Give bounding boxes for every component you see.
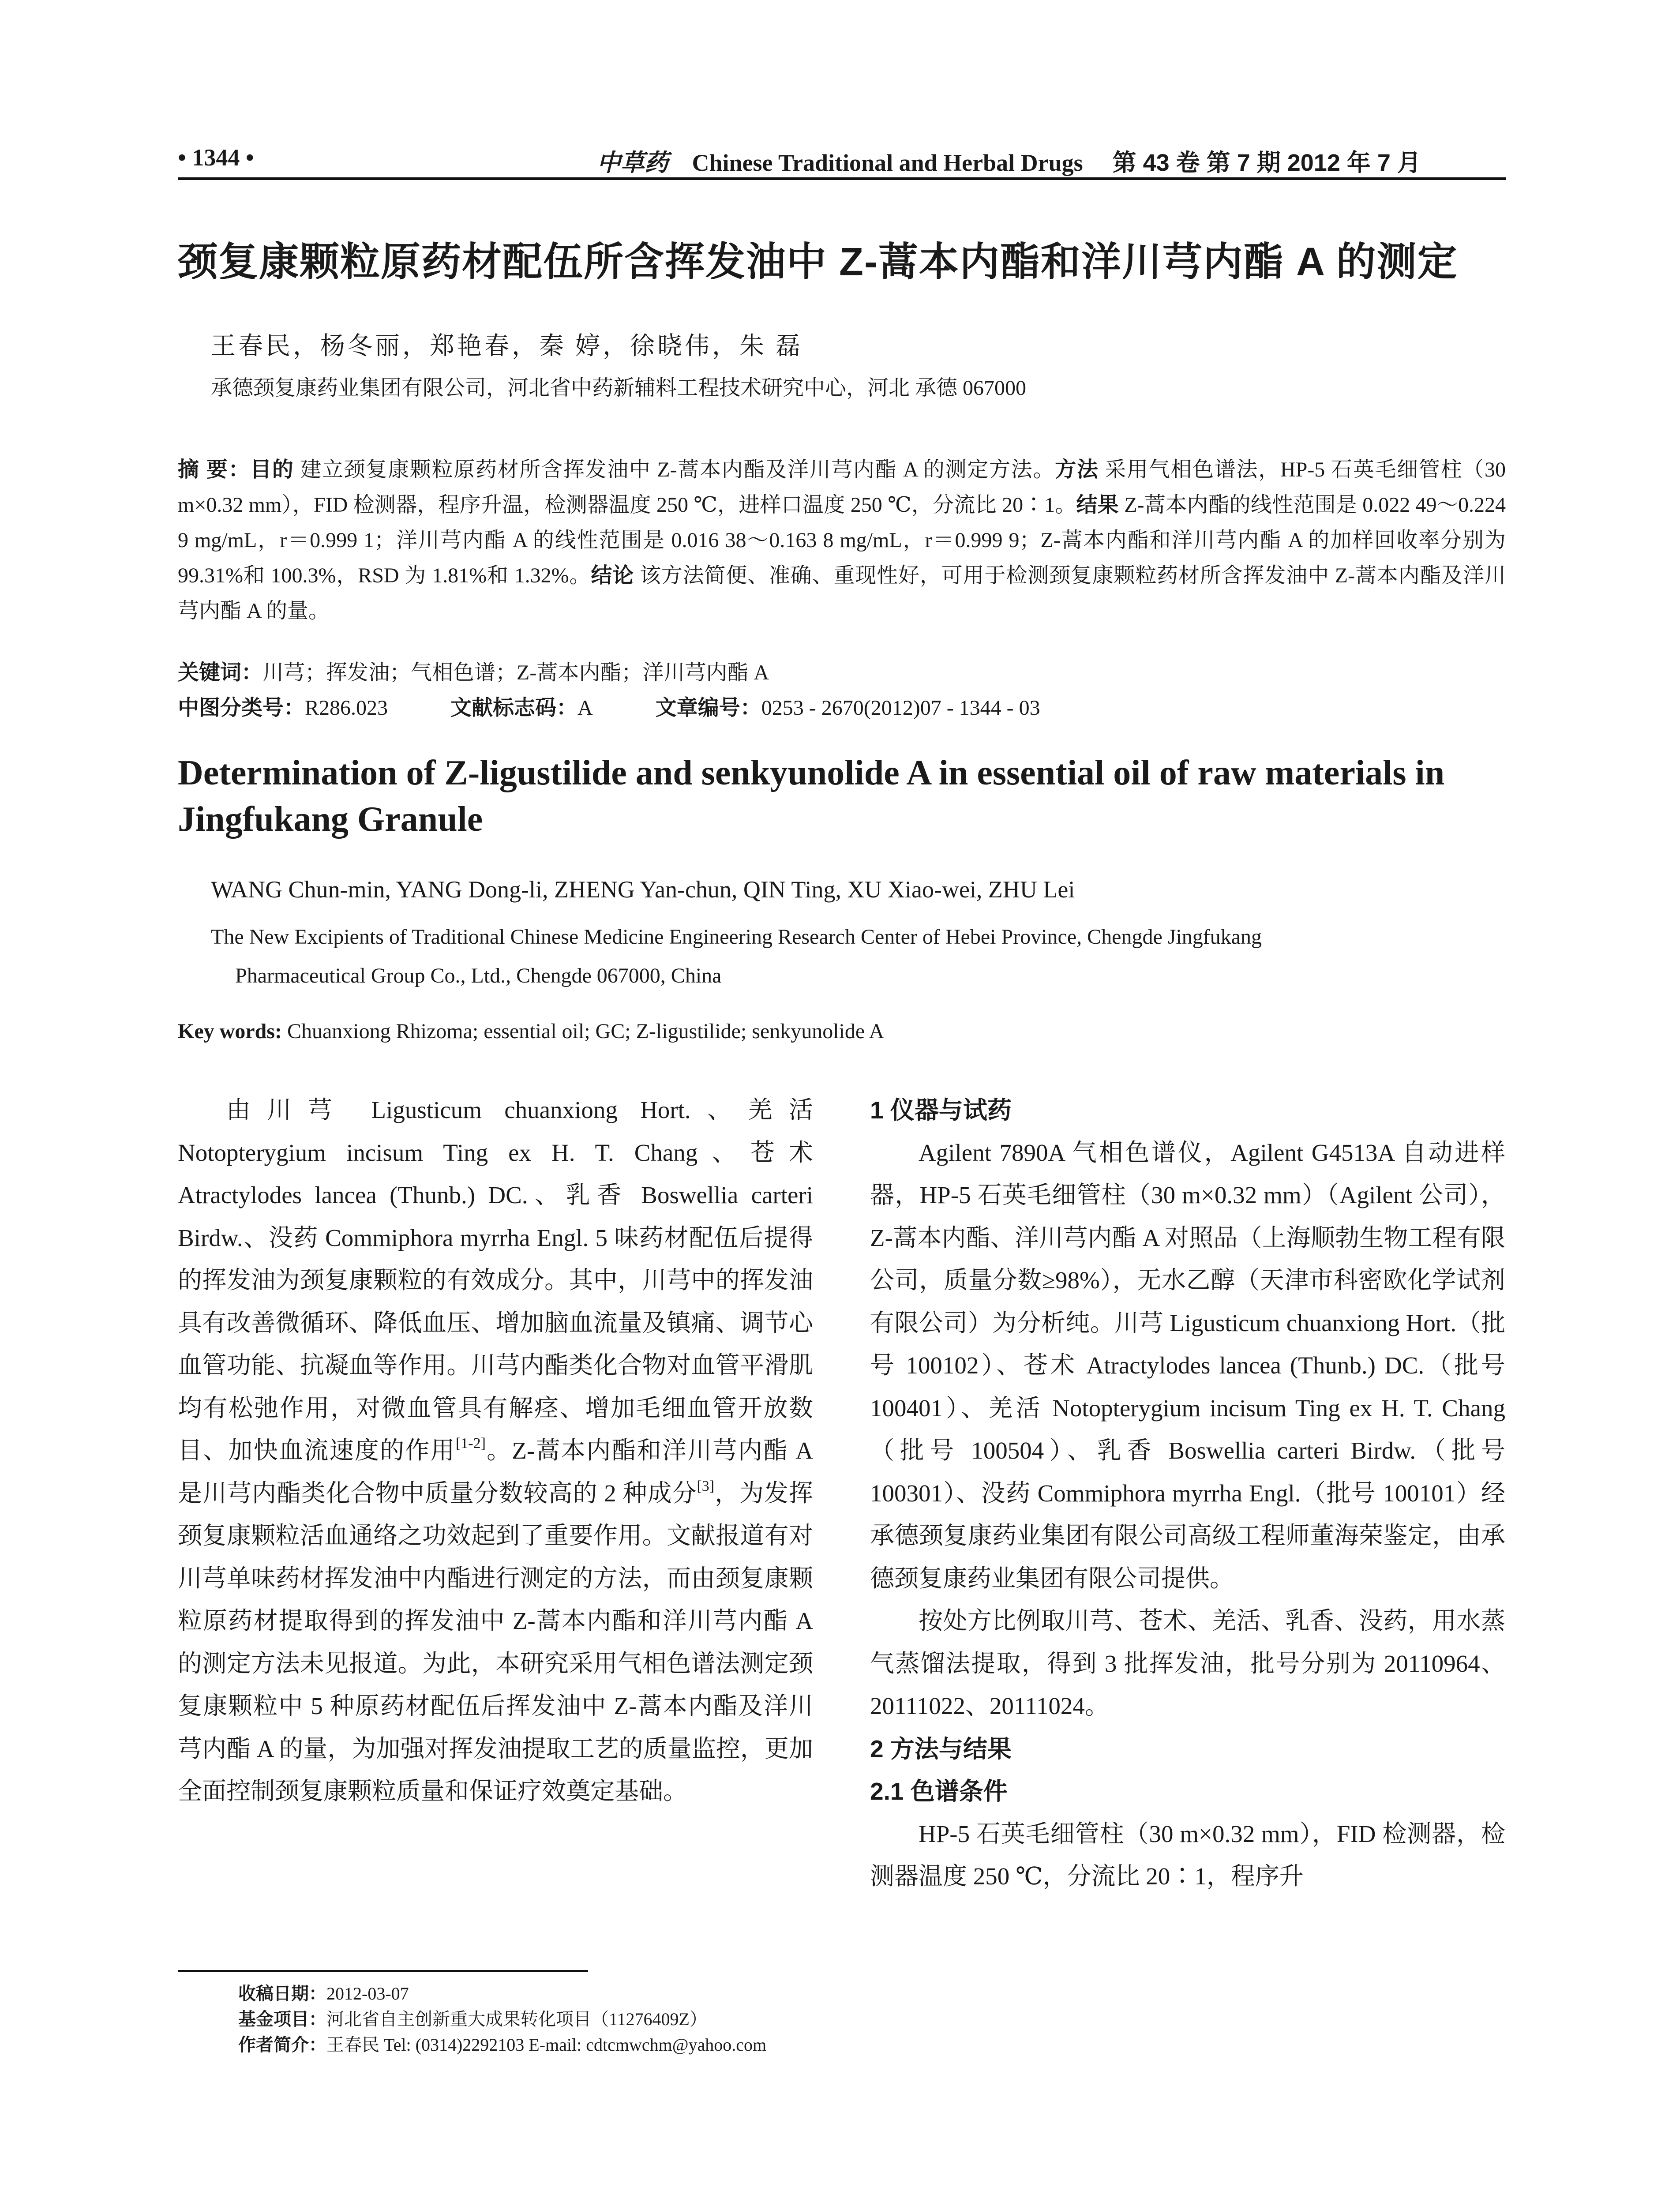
section-1-heading: 1 仪器与试药 bbox=[870, 1096, 1012, 1124]
method-text: 采用气相色谱法，HP-5 石英毛细管柱（30 m×0.32 mm），FID 检测器，程序升温，检测器温度 250 ℃，进样口温度 250 ℃，分流比 20∶1。 bbox=[178, 458, 1506, 517]
conclusion-label: 结论 bbox=[591, 564, 634, 587]
doc-code-value: A bbox=[578, 696, 593, 720]
fund-text: 河北省自主创新重大成果转化项目（11276409Z） bbox=[326, 2009, 707, 2029]
keywords-cn-label: 关键词： bbox=[178, 661, 263, 684]
result-text: Z-蒿本内酯的线性范围是 0.022 49～0.224 9 mg/mL，r＝0.999 1；洋川芎内酯 A 的线性范围是 0.016 38～0.163 8 mg/mL，r＝0.999 9；Z-蒿本内酯和洋川芎内酯 A 的加样回收率分别为 99.31%和 100.3%，RSD 为 1.81%和 1.32%。 bbox=[178, 493, 1506, 587]
author-contact: 王春民 Tel: (0314)2292103 E-mail: cdtcmwchm@yahoo.com bbox=[326, 2035, 767, 2055]
title-cn: 颈复康颗粒原药材配伍所含挥发油中 Z-蒿本内酯和洋川芎内酯 A 的测定 bbox=[178, 240, 1458, 284]
received-label: 收稿日期： bbox=[238, 1984, 326, 2003]
extraction-paragraph: 按处方比例取川芎、苍术、羌活、乳香、没药，用水蒸气蒸馏法提取，得到 3 批挥发油，批号分别为 20110964、20111022、20111024。 bbox=[870, 1607, 1505, 1719]
footnote-divider bbox=[178, 1970, 588, 1972]
keywords-cn bbox=[178, 655, 769, 686]
method-label: 方法 bbox=[1055, 458, 1099, 481]
purpose-label: 目的 bbox=[250, 458, 294, 481]
fund-label: 基金项目： bbox=[238, 2010, 326, 2029]
running-header bbox=[178, 138, 1506, 180]
received-date: 2012-03-07 bbox=[326, 1984, 409, 2003]
authors-en: WANG Chun-min, YANG Dong-li, ZHENG Yan-chun, QIN Ting, XU Xiao-wei, ZHU Lei bbox=[211, 876, 1075, 903]
journal-name-cn: 中草药 bbox=[597, 148, 668, 176]
section-2-heading: 2 方法与结果 bbox=[870, 1735, 1012, 1763]
conclusion-text: 该方法简便、准确、重现性好，可用于检测颈复康颗粒药材所含挥发油中 Z-蒿本内酯及洋川芎内酯 A 的量。 bbox=[178, 564, 1506, 623]
article-no-label: 文章编号： bbox=[655, 696, 761, 720]
journal-info bbox=[597, 144, 1421, 178]
abstract-label: 摘 要： bbox=[178, 458, 251, 481]
footnote-received bbox=[238, 1981, 766, 2007]
affiliation-en bbox=[211, 918, 1506, 995]
footnote-author bbox=[238, 2032, 766, 2058]
affiliation-en-line1: The New Excipients of Traditional Chinese Medicine Engineering Research Center of Hebei Province, Chengde Jingfukang bbox=[211, 925, 1262, 949]
footnotes bbox=[238, 1981, 766, 2058]
author-label: 作者简介： bbox=[238, 2035, 326, 2055]
authors-cn: 王春民，杨冬丽，郑艳春，秦 婷，徐晓伟，朱 磊 bbox=[211, 333, 803, 360]
body-column-right bbox=[870, 1089, 1505, 1898]
clc-value: R286.023 bbox=[305, 696, 388, 720]
title-en: Determination of Z-ligustilide and senkyunolide A in essential oil of raw materials in Jingfukang Granule bbox=[178, 754, 1445, 839]
affiliation-en-line2: Pharmaceutical Group Co., Ltd., Chengde 067000, China bbox=[235, 964, 722, 987]
intro-text-3: ，为发挥颈复康颗粒活血通络之功效起到了重要作用。文献报道有对川芎单味药材挥发油中内酯进行测定的方法，而由颈复康颗粒原药材提取得到的挥发油中 Z-蒿本内酯和洋川芎内酯 A 的测定方法未见报道。为此，本研究采用气相色谱法测定颈复康颗粒中 5 种原药材配伍后挥发油中 Z-蒿本内酯及洋川芎内酯 A 的量，为加强对挥发油提取工艺的质量监控，更加全面控制颈复康颗粒质量和保证疗效奠定基础。 bbox=[178, 1479, 813, 1805]
keywords-cn-text: 川芎；挥发油；气相色谱；Z-蒿本内酯；洋川芎内酯 A bbox=[262, 661, 769, 684]
keywords-en-label: Key words: bbox=[178, 1020, 282, 1043]
page-number: • 1344 • bbox=[178, 144, 254, 171]
footnote-fund bbox=[238, 2007, 766, 2032]
abstract-cn bbox=[178, 452, 1506, 629]
citation-1-2: [1-2] bbox=[455, 1435, 486, 1452]
instruments-paragraph: Agilent 7890A 气相色谱仪，Agilent G4513A 自动进样器，HP-5 石英毛细管柱（30 m×0.32 mm）（Agilent 公司），Z-蒿本内酯、洋川芎内酯 A 对照品（上海顺勃生物工程有限公司，质量分数≥98%），无水乙醇（天津市科密欧化学试剂有限公司）为分析纯。川芎 Ligusticum chuanxiong Hort.（批号 100102）、苍术 Atractylodes lancea (Thunb.) DC.（批号 100401）、羌活 Notopterygium incisum Ting ex H. T. Chang（批号 100504）、乳香 Boswellia carteri Birdw.（批号 100301）、没药 Commiphora myrrha Engl.（批号 100101）经承德颈复康药业集团有限公司高级工程师董海荣鉴定，由承德颈复康药业集团有限公司提供。 bbox=[870, 1139, 1505, 1592]
intro-text-1: 由川芎 Ligusticum chuanxiong Hort.、羌活 Notopterygium incisum Ting ex H. T. Chang、苍术 Atractylodes lancea (Thunb.) DC.、乳香 Boswellia carteri Birdw.、没药 Commiphora myrrha Engl. 5 味药材配伍后提得的挥发油为颈复康颗粒的有效成分。其中，川芎中的挥发油具有改善微循环、降低血压、增加脑血流量及镇痛、调节心血管功能、抗凝血等作用。川芎内酯类化合物对血管平滑肌均有松弛作用，对微血管具有解痉、增加毛细血管开放数目、加快血流速度的作用 bbox=[178, 1096, 813, 1464]
doc-code-label: 文献标志码： bbox=[450, 696, 578, 720]
keywords-en-text: Chuanxiong Rhizoma; essential oil; GC; Z-ligustilide; senkyunolide A bbox=[287, 1020, 885, 1043]
chromatography-paragraph: HP-5 石英毛细管柱（30 m×0.32 mm），FID 检测器，检测器温度 250 ℃，分流比 20∶1，程序升 bbox=[870, 1820, 1505, 1890]
journal-issue: 第 43 卷 第 7 期 2012 年 7 月 bbox=[1112, 150, 1421, 176]
section-2-1-heading: 2.1 色谱条件 bbox=[870, 1778, 1008, 1805]
result-label: 结果 bbox=[1076, 493, 1119, 517]
affiliation-cn: 承德颈复康药业集团有限公司，河北省中药新辅料工程技术研究中心，河北 承德 067000 bbox=[211, 376, 1027, 400]
classification-line bbox=[178, 690, 1040, 721]
intro-text-2: 。Z-蒿本内酯和洋川芎内酯 A 是川芎内酯类化合物中质量分数较高的 2 种成分 bbox=[178, 1437, 813, 1507]
body-column-left bbox=[178, 1089, 813, 1813]
keywords-en bbox=[178, 1019, 884, 1043]
journal-name-en: Chinese Traditional and Herbal Drugs bbox=[692, 150, 1083, 176]
intro-paragraph bbox=[178, 1089, 813, 1813]
article-no-value: 0253 - 2670(2012)07 - 1344 - 03 bbox=[761, 696, 1040, 720]
clc-label: 中图分类号： bbox=[178, 696, 305, 720]
purpose-text: 建立颈复康颗粒原药材所含挥发油中 Z-蒿本内酯及洋川芎内酯 A 的测定方法。 bbox=[300, 458, 1055, 481]
citation-3: [3] bbox=[697, 1478, 715, 1494]
